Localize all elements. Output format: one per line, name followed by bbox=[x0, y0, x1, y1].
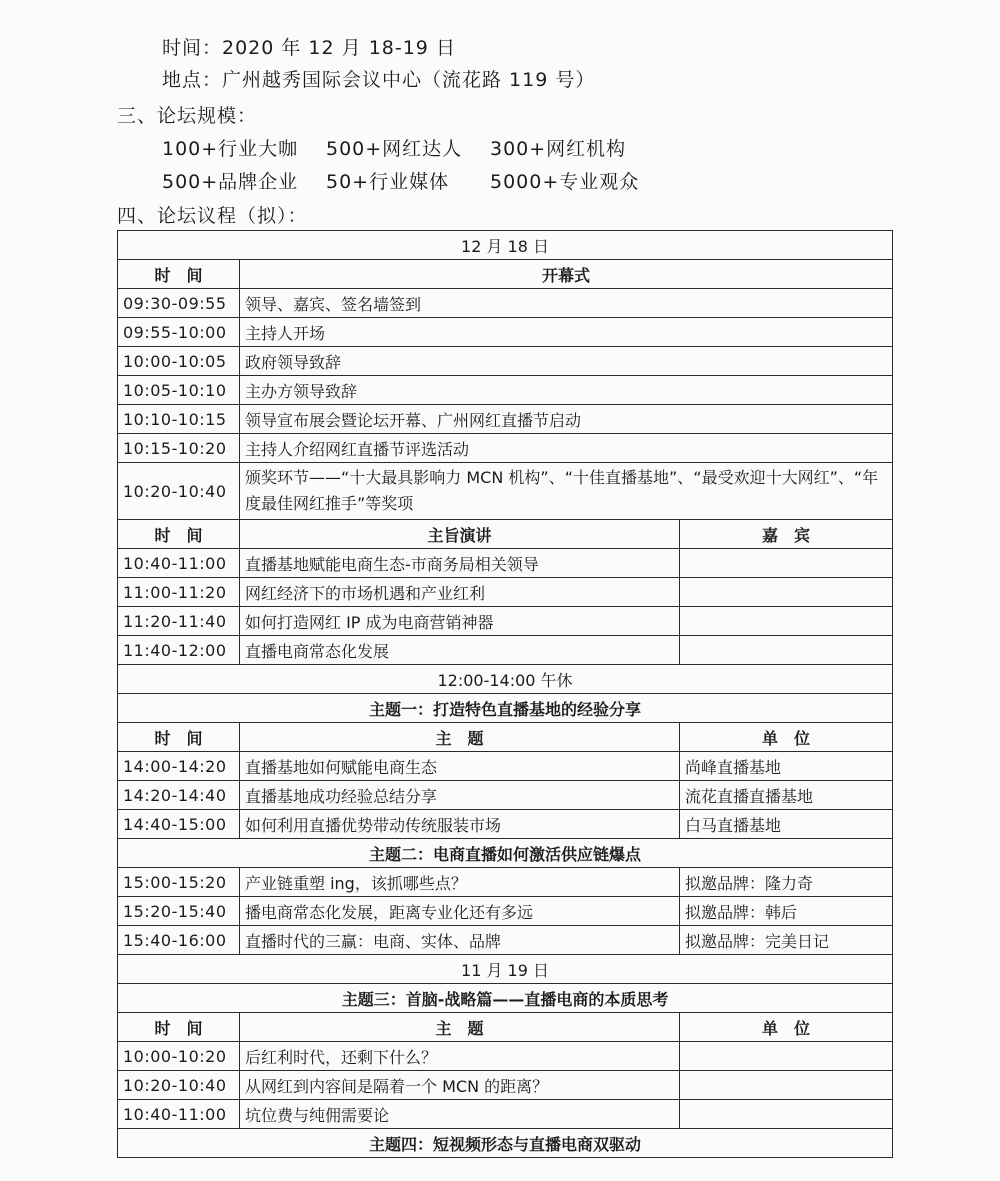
agenda-item: 坑位费与纯佣需要论 bbox=[240, 1100, 680, 1129]
agenda-item: 领导、嘉宾、签名墙签到 bbox=[240, 289, 893, 318]
time-cell: 15:00-15:20 bbox=[118, 868, 240, 897]
time-cell: 15:20-15:40 bbox=[118, 897, 240, 926]
agenda-item: 如何利用直播优势带动传统服装市场 bbox=[240, 810, 680, 839]
theme-title: 主题二：电商直播如何激活供应链爆点 bbox=[118, 839, 893, 868]
table-row bbox=[118, 289, 893, 318]
column-header-time: 时 间 bbox=[118, 520, 240, 549]
guest-cell bbox=[680, 607, 893, 636]
time-cell: 11:20-11:40 bbox=[118, 607, 240, 636]
time-cell: 11:00-11:20 bbox=[118, 578, 240, 607]
agenda-item: 如何打造网红 IP 成为电商营销神器 bbox=[240, 607, 680, 636]
agenda-table bbox=[117, 230, 893, 1158]
section-title: 主旨演讲 bbox=[240, 520, 680, 549]
agenda-item: 从网红到内容间是隔着一个 MCN 的距离？ bbox=[240, 1071, 680, 1100]
lunch-break: 12:00-14:00 午休 bbox=[118, 665, 893, 694]
table-row bbox=[118, 1129, 893, 1158]
scale-item: 100+行业大咖 bbox=[162, 138, 299, 160]
unit-cell: 尚峰直播基地 bbox=[680, 752, 893, 781]
table-row bbox=[118, 839, 893, 868]
scale-item: 500+网红达人 bbox=[326, 138, 463, 160]
agenda-item: 播电商常态化发展，距离专业化还有多远 bbox=[240, 897, 680, 926]
table-row bbox=[118, 231, 893, 260]
column-header-time: 时 间 bbox=[118, 1013, 240, 1042]
unit-cell bbox=[680, 1071, 893, 1100]
time-cell: 09:55-10:00 bbox=[118, 318, 240, 347]
table-row bbox=[118, 318, 893, 347]
unit-cell: 白马直播基地 bbox=[680, 810, 893, 839]
agenda-item: 直播基地如何赋能电商生态 bbox=[240, 752, 680, 781]
theme-title: 主题三：首脑-战略篇——直播电商的本质思考 bbox=[118, 984, 893, 1013]
time-cell: 10:00-10:20 bbox=[118, 1042, 240, 1071]
column-header-time: 时 间 bbox=[118, 723, 240, 752]
time-cell: 10:05-10:10 bbox=[118, 376, 240, 405]
table-row bbox=[118, 752, 893, 781]
theme-title: 主题一：打造特色直播基地的经验分享 bbox=[118, 694, 893, 723]
scale-item: 500+品牌企业 bbox=[162, 171, 299, 193]
agenda-item: 主持人开场 bbox=[240, 318, 893, 347]
column-header-time: 时 间 bbox=[118, 260, 240, 289]
time-cell: 10:15-10:20 bbox=[118, 434, 240, 463]
table-row bbox=[118, 376, 893, 405]
table-row bbox=[118, 868, 893, 897]
section-title: 开幕式 bbox=[240, 260, 893, 289]
table-row bbox=[118, 694, 893, 723]
column-header-unit: 单 位 bbox=[680, 723, 893, 752]
agenda-item: 领导宣布展会暨论坛开幕、广州网红直播节启动 bbox=[240, 405, 893, 434]
unit-cell: 拟邀品牌：完美日记 bbox=[680, 926, 893, 955]
table-row bbox=[118, 897, 893, 926]
time-cell: 14:20-14:40 bbox=[118, 781, 240, 810]
theme-title: 主题四：短视频形态与直播电商双驱动 bbox=[118, 1129, 893, 1158]
time-cell: 10:40-11:00 bbox=[118, 1100, 240, 1129]
table-row bbox=[118, 810, 893, 839]
time-cell: 10:40-11:00 bbox=[118, 549, 240, 578]
agenda-heading: 四、论坛议程（拟）： bbox=[117, 205, 308, 227]
agenda-item: 后红利时代，还剩下什么？ bbox=[240, 1042, 680, 1071]
time-cell: 14:40-15:00 bbox=[118, 810, 240, 839]
column-header-topic: 主 题 bbox=[240, 723, 680, 752]
column-header-topic: 主 题 bbox=[240, 1013, 680, 1042]
event-time: 时间：2020 年 12 月 18-19 日 bbox=[162, 37, 456, 59]
agenda-item: 直播时代的三赢：电商、实体、品牌 bbox=[240, 926, 680, 955]
agenda-item: 直播基地赋能电商生态-市商务局相关领导 bbox=[240, 549, 680, 578]
time-cell: 11:40-12:00 bbox=[118, 636, 240, 665]
table-row bbox=[118, 636, 893, 665]
time-cell: 10:20-10:40 bbox=[118, 463, 240, 520]
day-header: 11 月 19 日 bbox=[118, 955, 893, 984]
table-row bbox=[118, 1071, 893, 1100]
guest-cell bbox=[680, 636, 893, 665]
event-place: 地点：广州越秀国际会议中心（流花路 119 号） bbox=[162, 69, 596, 91]
unit-cell bbox=[680, 1100, 893, 1129]
scale-item: 5000+专业观众 bbox=[490, 171, 640, 193]
agenda-item: 主持人介绍网红直播节评选活动 bbox=[240, 434, 893, 463]
time-cell: 10:20-10:40 bbox=[118, 1071, 240, 1100]
table-row bbox=[118, 723, 893, 752]
unit-cell bbox=[680, 1042, 893, 1071]
table-row bbox=[118, 463, 893, 520]
table-row bbox=[118, 347, 893, 376]
time-cell: 15:40-16:00 bbox=[118, 926, 240, 955]
unit-cell: 拟邀品牌：隆力奇 bbox=[680, 868, 893, 897]
agenda-item: 主办方领导致辞 bbox=[240, 376, 893, 405]
table-row bbox=[118, 549, 893, 578]
scale-item: 300+网红机构 bbox=[490, 138, 627, 160]
table-row bbox=[118, 578, 893, 607]
column-header-guest: 嘉 宾 bbox=[680, 520, 893, 549]
table-row bbox=[118, 520, 893, 549]
column-header-unit: 单 位 bbox=[680, 1013, 893, 1042]
table-row bbox=[118, 984, 893, 1013]
agenda-item: 直播基地成功经验总结分享 bbox=[240, 781, 680, 810]
scale-item: 50+行业媒体 bbox=[326, 171, 450, 193]
unit-cell: 流花直播直播基地 bbox=[680, 781, 893, 810]
agenda-item: 政府领导致辞 bbox=[240, 347, 893, 376]
table-row bbox=[118, 434, 893, 463]
guest-cell bbox=[680, 549, 893, 578]
table-row bbox=[118, 1100, 893, 1129]
unit-cell: 拟邀品牌：韩后 bbox=[680, 897, 893, 926]
agenda-item: 颁奖环节——“十大最具影响力 MCN 机构”、“十佳直播基地”、“最受欢迎十大网红”、“年度最佳网红推手”等奖项 bbox=[240, 463, 893, 520]
agenda-item: 直播电商常态化发展 bbox=[240, 636, 680, 665]
time-cell: 10:00-10:05 bbox=[118, 347, 240, 376]
table-row bbox=[118, 1013, 893, 1042]
day-header: 12 月 18 日 bbox=[118, 231, 893, 260]
time-cell: 14:00-14:20 bbox=[118, 752, 240, 781]
guest-cell bbox=[680, 578, 893, 607]
time-cell: 09:30-09:55 bbox=[118, 289, 240, 318]
table-row bbox=[118, 781, 893, 810]
table-row bbox=[118, 955, 893, 984]
scale-heading: 三、论坛规模： bbox=[117, 105, 258, 127]
time-cell: 10:10-10:15 bbox=[118, 405, 240, 434]
table-row bbox=[118, 665, 893, 694]
table-row bbox=[118, 926, 893, 955]
agenda-item: 产业链重塑 ing，该抓哪些点？ bbox=[240, 868, 680, 897]
table-row bbox=[118, 607, 893, 636]
table-row bbox=[118, 1042, 893, 1071]
agenda-item: 网红经济下的市场机遇和产业红利 bbox=[240, 578, 680, 607]
table-row bbox=[118, 260, 893, 289]
table-row bbox=[118, 405, 893, 434]
